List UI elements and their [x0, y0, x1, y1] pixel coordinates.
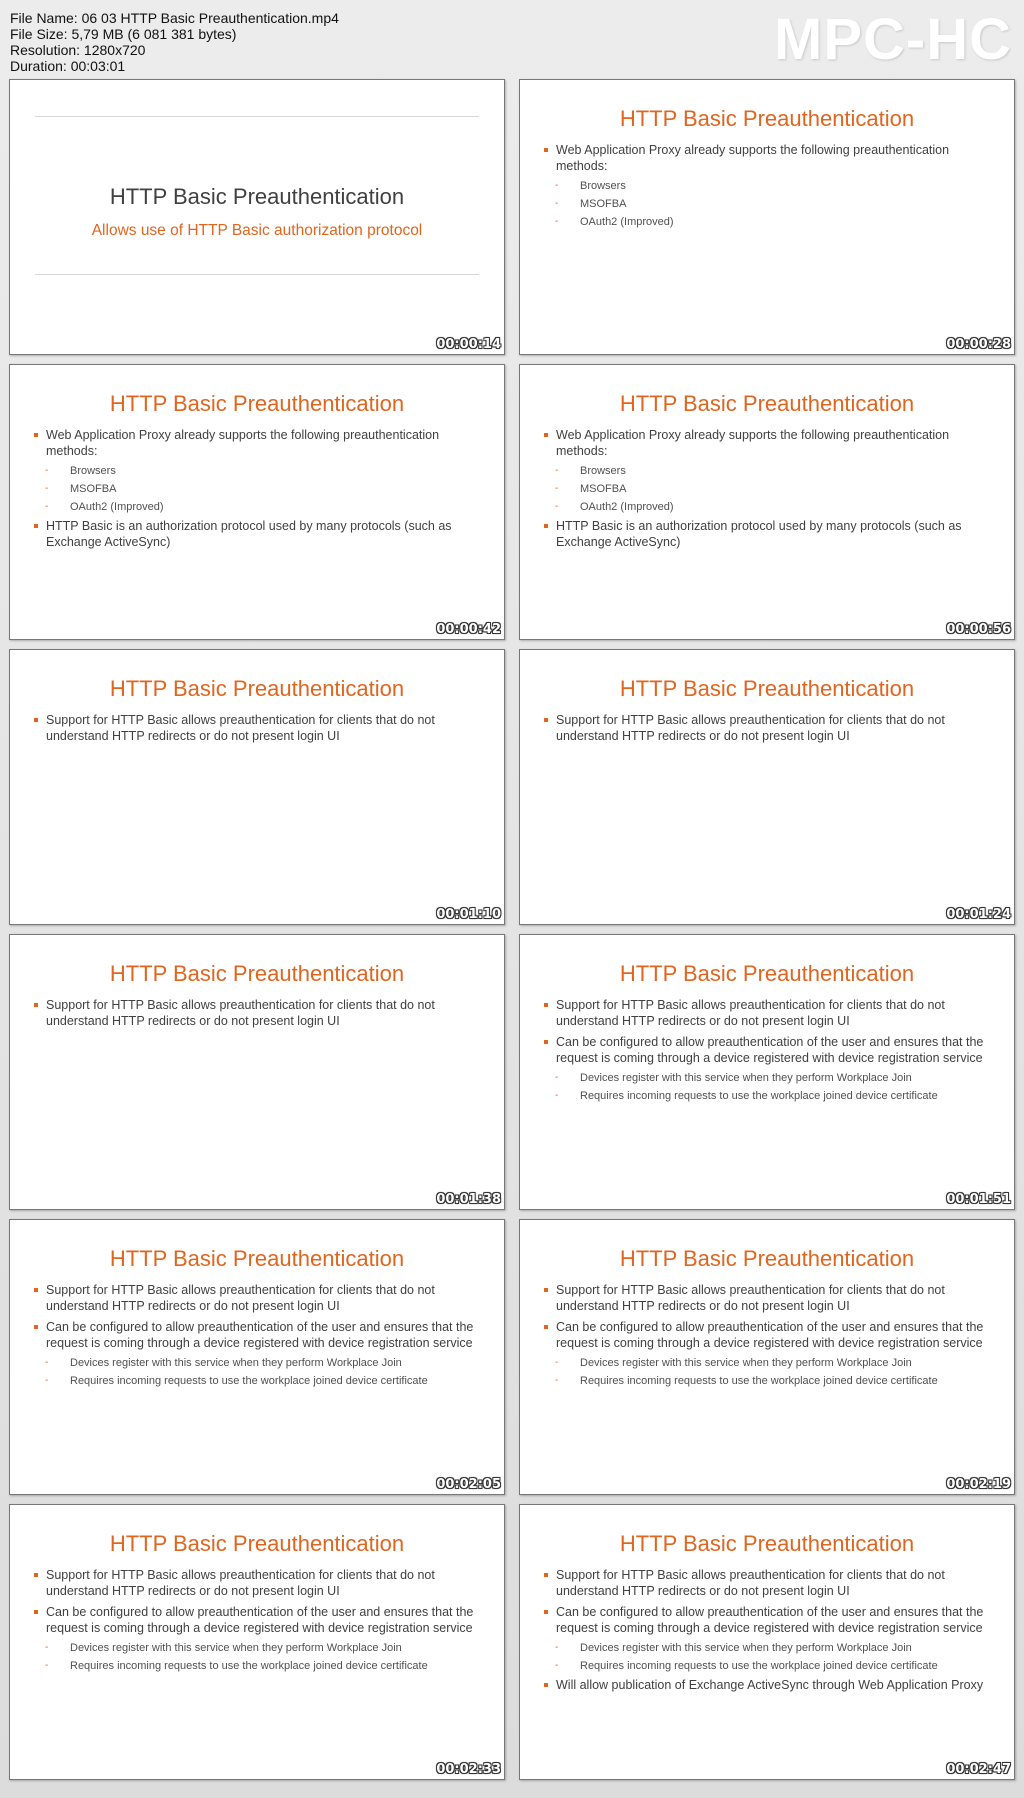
timestamp: 00:00:42	[436, 622, 501, 637]
timestamp: 00:02:33	[436, 1762, 501, 1777]
bullet-list	[32, 1282, 492, 1392]
timestamp: 00:00:56	[946, 622, 1011, 637]
bullet-list	[542, 142, 1002, 233]
bullet-item: HTTP Basic is an authorization protocol used by many protocols (such as Exchange ActiveSync)	[542, 518, 1002, 550]
timestamp: 00:00:14	[436, 337, 501, 352]
bullet-list	[32, 427, 492, 555]
bullet-list	[542, 712, 1002, 749]
sub-bullet-item: - Devices register with this service when they perform Workplace Join	[554, 1356, 1002, 1370]
sub-bullet-item: - Requires incoming requests to use the workplace joined device certificate	[44, 1374, 492, 1388]
bullet-item: Can be configured to allow preauthentication of the user and ensures that the request is coming through a device registered with device registration service	[542, 1034, 1002, 1066]
sub-bullet-item: - MSOFBA	[554, 197, 1002, 211]
bullet-item: Support for HTTP Basic allows preauthentication for clients that do not understand HTTP redirects or do not present login UI	[32, 1282, 492, 1314]
bullet-item: Web Application Proxy already supports the following preauthentication methods:	[32, 427, 492, 459]
bullet-item: Web Application Proxy already supports the following preauthentication methods:	[542, 142, 1002, 174]
thumbnail-slide	[9, 934, 505, 1210]
thumbnail-slide	[9, 1504, 505, 1780]
sub-bullet-item: - OAuth2 (Improved)	[554, 500, 1002, 514]
title-slide-subtitle: Allows use of HTTP Basic authorization protocol	[91, 222, 423, 239]
bullet-item: Can be configured to allow preauthentication of the user and ensures that the request is coming through a device registered with device registration service	[32, 1319, 492, 1351]
bottom-divider	[35, 274, 479, 275]
thumbnail-grid	[9, 79, 1015, 1788]
bullet-item: Support for HTTP Basic allows preauthentication for clients that do not understand HTTP redirects or do not present login UI	[542, 1567, 1002, 1599]
bullet-item: Can be configured to allow preauthentication of the user and ensures that the request is coming through a device registered with device registration service	[542, 1319, 1002, 1351]
timestamp: 00:02:19	[946, 1477, 1011, 1492]
bullet-list	[542, 997, 1002, 1107]
thumbnail-slide	[9, 649, 505, 925]
sub-bullet-item: - Requires incoming requests to use the workplace joined device certificate	[554, 1089, 1002, 1103]
slide-title: HTTP Basic Preauthentication	[109, 961, 405, 986]
slide-title: HTTP Basic Preauthentication	[619, 391, 915, 416]
thumbnail-title-slide	[9, 79, 505, 355]
bullet-item: Support for HTTP Basic allows preauthentication for clients that do not understand HTTP redirects or do not present login UI	[32, 1567, 492, 1599]
thumbnail-slide	[9, 364, 505, 640]
thumbnail-slide	[519, 934, 1015, 1210]
sub-bullet-item: - Requires incoming requests to use the workplace joined device certificate	[44, 1659, 492, 1673]
bullet-list	[32, 997, 492, 1034]
sub-bullet-item: - Requires incoming requests to use the workplace joined device certificate	[554, 1659, 1002, 1673]
mpc-hc-logo: MPC-HC	[774, 7, 1012, 72]
file-info	[10, 10, 339, 74]
bullet-item: Support for HTTP Basic allows preauthentication for clients that do not understand HTTP redirects or do not present login UI	[32, 997, 492, 1029]
top-divider	[35, 116, 479, 117]
timestamp: 00:01:24	[946, 907, 1011, 922]
bullet-list	[32, 712, 492, 749]
timestamp: 00:02:47	[946, 1762, 1011, 1777]
thumbnail-slide	[519, 1504, 1015, 1780]
sub-bullet-item: - MSOFBA	[554, 482, 1002, 496]
slide-title: HTTP Basic Preauthentication	[109, 1531, 405, 1556]
slide-title: HTTP Basic Preauthentication	[619, 106, 915, 131]
sub-bullet-item: - Browsers	[554, 464, 1002, 478]
sub-bullet-item: - Devices register with this service when they perform Workplace Join	[554, 1641, 1002, 1655]
timestamp: 00:01:51	[946, 1192, 1011, 1207]
sub-bullet-item: - Devices register with this service when they perform Workplace Join	[44, 1641, 492, 1655]
bullet-item: HTTP Basic is an authorization protocol used by many protocols (such as Exchange ActiveSync)	[32, 518, 492, 550]
timestamp: 00:02:05	[436, 1477, 501, 1492]
thumbnail-slide	[519, 1219, 1015, 1495]
sub-bullet-item: - Browsers	[44, 464, 492, 478]
sub-bullet-item: - Devices register with this service when they perform Workplace Join	[554, 1071, 1002, 1085]
file-name-text: File Name: 06 03 HTTP Basic Preauthentication.mp4	[10, 10, 339, 26]
timestamp: 00:00:28	[946, 337, 1011, 352]
sub-bullet-item: - Devices register with this service when they perform Workplace Join	[44, 1356, 492, 1370]
bullet-list	[542, 427, 1002, 555]
timestamp: 00:01:10	[436, 907, 501, 922]
bullet-list	[542, 1567, 1002, 1698]
slide-title: HTTP Basic Preauthentication	[109, 676, 405, 701]
bullet-item: Web Application Proxy already supports the following preauthentication methods:	[542, 427, 1002, 459]
file-size-text: File Size: 5,79 MB (6 081 381 bytes)	[10, 26, 237, 42]
thumbnail-slide	[519, 79, 1015, 355]
slide-title: HTTP Basic Preauthentication	[109, 1246, 405, 1271]
slide-title: HTTP Basic Preauthentication	[109, 391, 405, 416]
sub-bullet-item: - OAuth2 (Improved)	[44, 500, 492, 514]
resolution-text: Resolution: 1280x720	[10, 42, 146, 58]
sub-bullet-item: - Browsers	[554, 179, 1002, 193]
slide-title: HTTP Basic Preauthentication	[619, 1246, 915, 1271]
thumbnail-slide	[519, 364, 1015, 640]
bullet-item: Can be configured to allow preauthentication of the user and ensures that the request is coming through a device registered with device registration service	[32, 1604, 492, 1636]
timestamp: 00:01:38	[436, 1192, 501, 1207]
file-info-header	[0, 0, 1024, 80]
bullet-item: Support for HTTP Basic allows preauthentication for clients that do not understand HTTP redirects or do not present login UI	[32, 712, 492, 744]
thumbnail-slide	[519, 649, 1015, 925]
bullet-list	[32, 1567, 492, 1677]
bullet-item: Will allow publication of Exchange ActiveSync through Web Application Proxy	[542, 1677, 1002, 1693]
sub-bullet-item: - OAuth2 (Improved)	[554, 215, 1002, 229]
title-slide-heading: HTTP Basic Preauthentication	[109, 184, 405, 209]
slide-title: HTTP Basic Preauthentication	[619, 1531, 915, 1556]
bullet-list	[542, 1282, 1002, 1392]
slide-title: HTTP Basic Preauthentication	[619, 676, 915, 701]
bullet-item: Can be configured to allow preauthentication of the user and ensures that the request is coming through a device registered with device registration service	[542, 1604, 1002, 1636]
slide-title: HTTP Basic Preauthentication	[619, 961, 915, 986]
bullet-item: Support for HTTP Basic allows preauthentication for clients that do not understand HTTP redirects or do not present login UI	[542, 997, 1002, 1029]
duration-text: Duration: 00:03:01	[10, 58, 126, 74]
bullet-item: Support for HTTP Basic allows preauthentication for clients that do not understand HTTP redirects or do not present login UI	[542, 712, 1002, 744]
bullet-item: Support for HTTP Basic allows preauthentication for clients that do not understand HTTP redirects or do not present login UI	[542, 1282, 1002, 1314]
thumbnail-slide	[9, 1219, 505, 1495]
sub-bullet-item: - MSOFBA	[44, 482, 492, 496]
sub-bullet-item: - Requires incoming requests to use the workplace joined device certificate	[554, 1374, 1002, 1388]
